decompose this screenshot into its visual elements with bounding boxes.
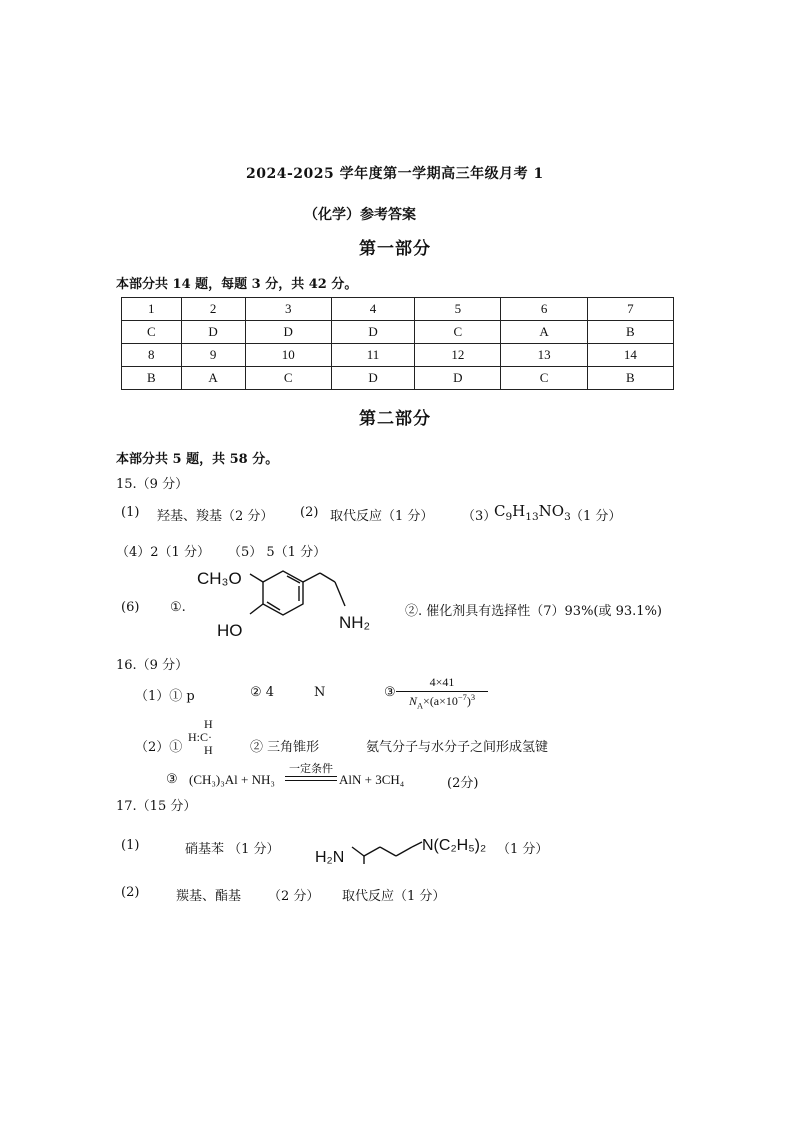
table-cell: 7 [587, 298, 673, 321]
q15-a2-text: 取代反应（1 分） [330, 509, 434, 524]
table-cell: C [245, 367, 331, 390]
q16-heading: 16.（9 分） [116, 658, 189, 673]
q17-heading: 17.（15 分） [116, 799, 197, 814]
table-row [122, 321, 674, 344]
hydroxy-label: HO [217, 621, 243, 640]
benzene-ring [250, 571, 345, 615]
q17-a2-number: (2) [121, 885, 140, 900]
q16-r1-b: ② 4 [250, 685, 275, 700]
table-cell: D [331, 321, 414, 344]
table-cell: C [415, 321, 501, 344]
fraction-numerator: 4×41 [396, 675, 488, 692]
table-cell: D [331, 367, 414, 390]
table-cell: B [587, 321, 673, 344]
lewis-h-bottom: H [204, 743, 213, 757]
reaction-equals-sign [285, 776, 337, 781]
q16-r1-d: ③ [384, 685, 396, 700]
table-cell: 3 [245, 298, 331, 321]
q15-a3-formula: $C_9H_{13}NO_3$ [494, 502, 571, 523]
table-cell: 5 [415, 298, 501, 321]
q15-a3-number: （3） [462, 509, 497, 524]
q15-a4: （4）2（1 分） [116, 545, 210, 560]
part1-intro: 本部分共 14 题，每题 3 分，共 42 分。 [116, 277, 358, 292]
q15-a5: （5） 5（1 分） [228, 545, 327, 560]
table-cell: D [245, 321, 331, 344]
lewis-center: H:C· [188, 730, 212, 744]
table-cell: 1 [122, 298, 182, 321]
fraction-denominator: $N_A\times(a\times 10^{-7})^3$ [408, 693, 476, 711]
table-cell: B [122, 367, 182, 390]
table-cell: 10 [245, 344, 331, 367]
q15-a3-score: （1 分） [570, 509, 622, 524]
dopamine-methoxy-structure [195, 562, 395, 644]
table-cell: 4 [331, 298, 414, 321]
lewis-h-top: H [204, 717, 213, 731]
q15-a6-sub1: ①. [170, 600, 186, 615]
table-cell: A [501, 321, 587, 344]
q16-r3-score: (2分) [447, 776, 479, 791]
amine-label: H₂N [315, 849, 345, 866]
table-cell: 6 [501, 298, 587, 321]
diethylamino-label: N(C₂H₅)₂ [422, 837, 487, 854]
q17-a2-extra: 取代反应（1 分） [342, 889, 446, 904]
q15-a6-sub2: ②. 催化剂具有选择性（7）93%(或 93.1%) [405, 604, 663, 619]
q17-struct-score: （1 分） [497, 842, 549, 857]
q15-heading: 15.（9 分） [116, 477, 189, 492]
amino-label: NH₂ [339, 613, 371, 632]
part2-heading: 第二部分 [359, 409, 431, 429]
methyl-radical-lewis [188, 718, 213, 757]
table-cell: A [181, 367, 245, 390]
table-cell: 11 [331, 344, 414, 367]
table-cell: B [587, 367, 673, 390]
q17-a1-number: (1) [121, 838, 140, 853]
document-subtitle: （化学）参考答案 [304, 207, 416, 223]
q15-a2-number: (2) [300, 505, 319, 520]
q16-r3-number: ③ [166, 772, 178, 787]
document-title: 2024-2025 学年度第一学期高三年级月考 1 [246, 166, 544, 182]
q16-r2-a: （2）① [135, 740, 183, 755]
q17-a2-score: （2 分） [268, 889, 320, 904]
table-cell: D [181, 321, 245, 344]
reaction-condition: 一定条件 [289, 762, 333, 775]
table-row [122, 367, 674, 390]
methoxy-label: CH₃O [197, 569, 242, 588]
carbon-chain [352, 842, 422, 864]
table-row [122, 298, 674, 321]
reaction-reactants: (CH₃)₃Al + NH₃ [189, 772, 275, 787]
reaction-products: AlN + 3CH₄ [339, 772, 405, 787]
answer-table [121, 297, 674, 390]
table-cell: 14 [587, 344, 673, 367]
q15-a1-number: (1) [121, 505, 140, 520]
table-cell: D [415, 367, 501, 390]
q16-r2-c: 氨气分子与水分子之间形成氢键 [366, 740, 549, 755]
table-cell: 13 [501, 344, 587, 367]
q16-r2-b: ② 三角锥形 [250, 740, 320, 755]
q15-a1-text: 羟基、羧基（2 分） [157, 509, 274, 524]
part2-intro: 本部分共 5 题，共 58 分。 [116, 452, 279, 467]
part1-heading: 第一部分 [359, 239, 431, 259]
table-cell: 8 [122, 344, 182, 367]
table-row [122, 344, 674, 367]
q17-a1-text: 硝基苯 （1 分） [185, 842, 280, 857]
density-fraction [396, 675, 488, 710]
q16-r1-a: （1）① p [135, 689, 195, 704]
table-cell: 9 [181, 344, 245, 367]
table-cell: 12 [415, 344, 501, 367]
table-cell: 2 [181, 298, 245, 321]
q16-r1-c: N [314, 685, 326, 700]
table-cell: C [122, 321, 182, 344]
table-cell: C [501, 367, 587, 390]
q17-a2-text: 羰基、酯基 [176, 889, 242, 904]
q15-a6-number: (6) [121, 600, 140, 615]
